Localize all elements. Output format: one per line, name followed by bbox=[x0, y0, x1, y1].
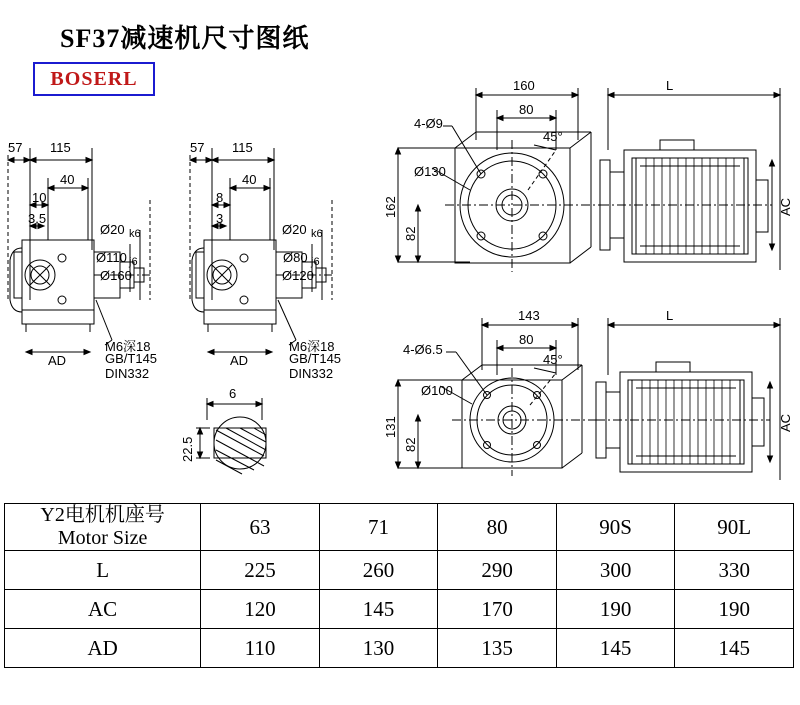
dim-80-bottom: 80 bbox=[519, 332, 534, 347]
cell-L-0: 225 bbox=[201, 551, 320, 590]
cell-L-4: 330 bbox=[675, 551, 794, 590]
dim-45deg-bottom: 45° bbox=[543, 352, 563, 367]
cell-AC-2: 170 bbox=[438, 590, 557, 629]
note-din332-top: DIN332 bbox=[105, 366, 150, 381]
dim-d80-mid: Ø80 bbox=[283, 250, 308, 265]
cell-L-1: 260 bbox=[319, 551, 438, 590]
cell-AC-4: 190 bbox=[675, 590, 794, 629]
dim-3-mid: 3 bbox=[216, 211, 224, 226]
dim-d110-top: Ø110 bbox=[96, 250, 127, 265]
cell-L-3: 300 bbox=[556, 551, 675, 590]
header-motor-size-cell bbox=[5, 504, 201, 551]
logo-text: BOSERL bbox=[50, 68, 138, 90]
motor-size-table bbox=[4, 503, 794, 668]
dim-3_5-top: 3.5 bbox=[28, 211, 47, 226]
dim-4xd9: 4-Ø9 bbox=[414, 116, 443, 131]
row-label-L: L bbox=[5, 551, 201, 590]
cell-AC-0: 120 bbox=[201, 590, 320, 629]
table-row bbox=[5, 551, 794, 590]
tol-j6-mid: j6 bbox=[311, 256, 320, 268]
cell-AD-2: 135 bbox=[438, 629, 557, 668]
header-col-3: 90S bbox=[556, 504, 675, 551]
view-left-mid bbox=[190, 148, 332, 355]
note-m6-top: M6深18 bbox=[105, 339, 151, 354]
dim-162: 162 bbox=[383, 196, 398, 218]
dim-115-mid: 115 bbox=[232, 140, 253, 155]
tol-k6-top: k6 bbox=[129, 228, 141, 240]
cell-L-2: 290 bbox=[438, 551, 557, 590]
header-col-1: 71 bbox=[319, 504, 438, 551]
dim-45deg-top: 45° bbox=[543, 129, 563, 144]
cell-AD-3: 145 bbox=[556, 629, 675, 668]
dim-160: 160 bbox=[513, 78, 535, 93]
cell-AD-4: 145 bbox=[675, 629, 794, 668]
dim-143: 143 bbox=[518, 308, 540, 323]
dim-d20-mid: Ø20 bbox=[282, 222, 307, 237]
dim-d160-top: Ø160 bbox=[100, 268, 132, 283]
dim-AC-bottom: AC bbox=[778, 413, 793, 432]
note-m6-mid: M6深18 bbox=[289, 339, 335, 354]
header-col-4: 90L bbox=[675, 504, 794, 551]
dim-82-top: 82 bbox=[403, 226, 418, 241]
note-gbt145-mid: GB/T145 bbox=[289, 351, 342, 366]
dim-4xd6_5: 4-Ø6.5 bbox=[403, 342, 443, 357]
view-left-top bbox=[8, 148, 150, 355]
dim-82-bottom: 82 bbox=[403, 437, 418, 452]
tol-k6-mid: k6 bbox=[311, 228, 323, 240]
label-ad-mid: AD bbox=[230, 353, 249, 368]
dim-115-top: 115 bbox=[50, 140, 71, 155]
dim-80-top: 80 bbox=[519, 102, 534, 117]
table-row bbox=[5, 590, 794, 629]
tol-j6-top: j6 bbox=[129, 256, 138, 268]
cell-AC-1: 145 bbox=[319, 590, 438, 629]
header-label-en: Motor Size bbox=[57, 527, 148, 549]
view-right-bottom bbox=[396, 318, 781, 480]
dim-131: 131 bbox=[383, 416, 398, 438]
dim-AC-top: AC bbox=[778, 197, 793, 216]
header-col-0: 63 bbox=[201, 504, 320, 551]
dim-d100: Ø100 bbox=[421, 383, 453, 398]
header-col-2: 80 bbox=[438, 504, 557, 551]
cell-AD-0: 110 bbox=[201, 629, 320, 668]
dim-d120-mid: Ø120 bbox=[282, 268, 314, 283]
dim-L-bottom: L bbox=[666, 308, 674, 323]
dim-40-mid: 40 bbox=[242, 172, 257, 187]
view-key-section bbox=[196, 398, 266, 474]
dim-6-key: 6 bbox=[229, 386, 237, 401]
dim-57-top: 57 bbox=[8, 140, 23, 155]
dim-d20-top: Ø20 bbox=[100, 222, 125, 237]
dim-L-top: L bbox=[666, 78, 674, 93]
dim-10-top: 10 bbox=[32, 190, 47, 205]
label-ad-top: AD bbox=[48, 353, 67, 368]
page-title: SF37减速机尺寸图纸 bbox=[60, 24, 310, 53]
table-row bbox=[5, 629, 794, 668]
row-label-AC: AC bbox=[5, 590, 201, 629]
row-label-AD: AD bbox=[5, 629, 201, 668]
dim-57-mid: 57 bbox=[190, 140, 205, 155]
cell-AC-3: 190 bbox=[556, 590, 675, 629]
cell-AD-1: 130 bbox=[319, 629, 438, 668]
note-din332-mid: DIN332 bbox=[289, 366, 334, 381]
table-header-row bbox=[5, 504, 794, 551]
dim-d130: Ø130 bbox=[414, 164, 446, 179]
view-right-top bbox=[396, 88, 781, 272]
note-gbt145-top: GB/T145 bbox=[105, 351, 158, 366]
header-label-cn: Y2电机机座号 bbox=[40, 504, 165, 526]
dim-8-mid: 8 bbox=[216, 190, 224, 205]
dim-22_5-key: 22.5 bbox=[180, 436, 195, 462]
dim-40-top: 40 bbox=[60, 172, 75, 187]
